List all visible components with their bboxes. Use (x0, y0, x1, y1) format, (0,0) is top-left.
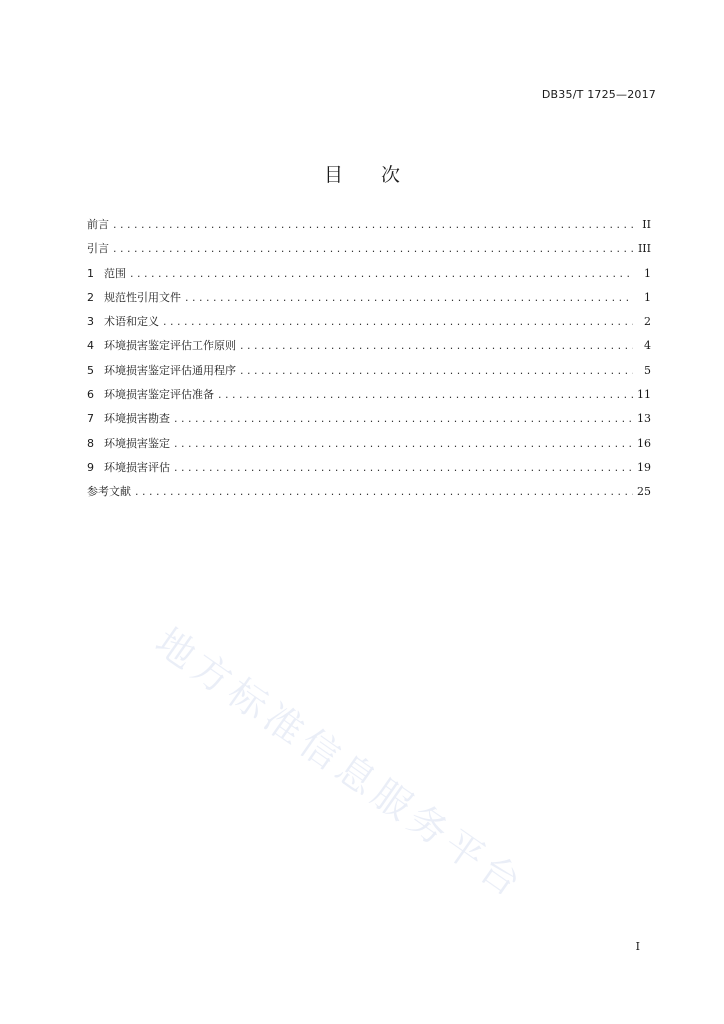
toc-entry-page: 1 (644, 266, 651, 280)
toc-entry-label: 环境损害评估 (104, 460, 170, 474)
toc-entry[interactable] (87, 362, 651, 386)
toc-entry-page: 19 (637, 460, 651, 474)
toc-entry-page: 25 (637, 485, 651, 499)
toc-entry-number: 6 (87, 388, 94, 402)
toc-leader-dots (185, 291, 633, 304)
toc-entry-number: 9 (87, 460, 94, 474)
toc-entry-page: II (642, 218, 651, 231)
toc-entry-number: 1 (87, 266, 94, 280)
toc-leader-dots (113, 242, 633, 255)
toc-entry-label: 术语和定义 (104, 315, 159, 329)
toc-entry-label: 环境损害鉴定评估工作原则 (104, 339, 236, 353)
toc-entry-page: 1 (644, 290, 651, 304)
toc-entry-page: III (637, 242, 651, 256)
toc-entry[interactable] (87, 289, 651, 313)
toc-entry[interactable] (87, 435, 651, 459)
toc-leader-dots (174, 412, 633, 425)
title-char-1: 目 (323, 164, 343, 186)
toc-leader-dots (174, 461, 633, 474)
toc-entry-label: 前言 (87, 218, 109, 231)
toc-entry-label: 环境损害鉴定 (104, 436, 170, 450)
title-char-2: 次 (381, 164, 401, 186)
toc-entry-label: 环境损害鉴定评估通用程序 (104, 363, 236, 377)
toc-entry-page: 2 (644, 315, 651, 329)
toc-entry-page: 4 (644, 339, 651, 353)
toc-entry-label: 引言 (87, 242, 109, 256)
watermark: 地方标准信息服务平台 (147, 619, 534, 908)
toc-leader-dots (240, 339, 633, 352)
toc-entry-number: 2 (87, 290, 94, 304)
toc-entry[interactable] (87, 337, 651, 361)
toc-entry-label: 规范性引用文件 (104, 290, 181, 304)
toc-entry-number: 8 (87, 436, 94, 450)
toc-entry[interactable] (87, 313, 651, 337)
toc-entry-number: 3 (87, 315, 94, 329)
toc-entry-page: 16 (637, 436, 651, 450)
toc-entry[interactable] (87, 459, 651, 483)
toc-entry[interactable] (87, 410, 651, 434)
toc-entry-label: 参考文献 (87, 485, 131, 499)
toc-leader-dots (240, 364, 633, 377)
table-of-contents (87, 216, 651, 508)
toc-entry-number: 5 (87, 363, 94, 377)
toc-entry[interactable] (87, 240, 651, 264)
toc-entry-page: 5 (644, 363, 651, 377)
toc-leader-dots (135, 485, 633, 498)
toc-entry-label: 环境损害鉴定评估准备 (104, 388, 214, 402)
toc-entry[interactable] (87, 386, 651, 410)
page-number: I (635, 940, 640, 953)
toc-leader-dots (163, 315, 633, 328)
toc-entry[interactable] (87, 265, 651, 289)
toc-leader-dots (174, 437, 633, 450)
document-code: DB35/T 1725—2017 (541, 88, 656, 101)
toc-entry-label: 范围 (104, 266, 126, 280)
toc-entry-page: 13 (637, 412, 651, 426)
toc-entry-number: 4 (87, 339, 94, 353)
page-title (0, 160, 724, 187)
toc-leader-dots (130, 267, 633, 280)
toc-entry-label: 环境损害勘查 (104, 412, 170, 426)
toc-leader-dots (113, 218, 633, 231)
toc-entry[interactable] (87, 216, 651, 240)
toc-leader-dots (218, 388, 633, 401)
toc-entry-page: 11 (637, 388, 651, 402)
toc-entry-number: 7 (87, 412, 94, 426)
toc-entry[interactable] (87, 483, 651, 507)
